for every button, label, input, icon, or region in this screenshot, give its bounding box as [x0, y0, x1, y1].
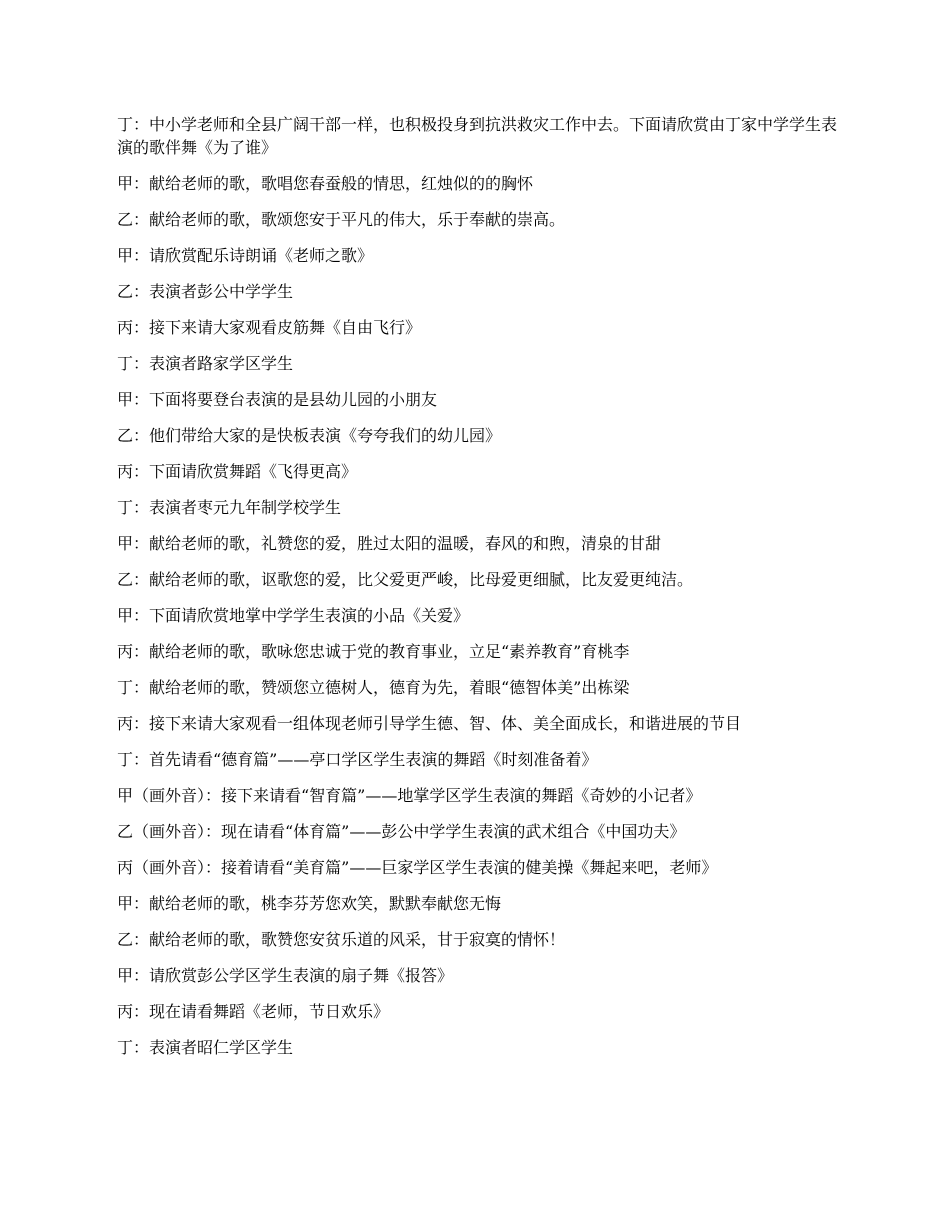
- text-line: 丙：接下来请大家观看一组体现老师引导学生德、智、体、美全面成长，和谐进展的节目: [117, 714, 742, 733]
- text-line: 甲：请欣赏配乐诗朗诵《老师之歌》: [117, 246, 374, 265]
- text-line: 甲：请欣赏彭公学区学生表演的扇子舞《报答》: [117, 966, 454, 985]
- text-line: 甲：献给老师的歌，歌唱您春蚕般的情思，红烛似的的胸怀: [117, 174, 534, 193]
- text-line: 乙：表演者彭公中学学生: [117, 282, 294, 301]
- text-line: 乙（画外音）：现在请看“体育篇”——彭公中学学生表演的武术组合《中国功夫》: [117, 822, 686, 841]
- text-line: 乙：他们带给大家的是快板表演《夸夸我们的幼儿园》: [117, 426, 502, 445]
- text-line: 丁：表演者枣元九年制学校学生: [117, 498, 342, 517]
- document-body: [117, 113, 839, 1072]
- text-line: 甲：献给老师的歌，礼赞您的爱，胜过太阳的温暖，春风的和煦，清泉的甘甜: [117, 534, 662, 553]
- text-line: 乙：献给老师的歌，歌赞您安贫乐道的风采，甘于寂寞的情怀！: [117, 930, 566, 949]
- text-line: 乙：献给老师的歌，歌颂您安于平凡的伟大，乐于奉献的崇高。: [117, 210, 566, 229]
- text-line: 甲：下面将要登台表演的是县幼儿园的小朋友: [117, 390, 438, 409]
- text-line: 丁：献给老师的歌，赞颂您立德树人，德育为先，着眼“德智体美”出栋梁: [117, 678, 630, 697]
- text-line: 丙：献给老师的歌，歌咏您忠诚于党的教育事业，立足“素养教育”育桃李: [117, 642, 630, 661]
- text-paragraph: 丁：中小学老师和全县广阔干部一样，也积极投身到抗洪救灾工作中去。下面请欣赏由丁家中学学生表演的歌伴舞《为了谁》: [117, 115, 838, 157]
- text-line: 甲（画外音）：接下来请看“智育篇”——地掌学区学生表演的舞蹈《奇妙的小记者》: [117, 786, 702, 805]
- text-line: 丙（画外音）：接着请看“美育篇”——巨家学区学生表演的健美操《舞起来吧，老师》: [117, 858, 718, 877]
- text-line: 丁：表演者路家学区学生: [117, 354, 294, 373]
- text-line: 丁：表演者昭仁学区学生: [117, 1038, 294, 1057]
- text-line: 甲：献给老师的歌，桃李芬芳您欢笑，默默奉献您无悔: [117, 894, 502, 913]
- text-line: 丙：接下来请大家观看皮筋舞《自由飞行》: [117, 318, 422, 337]
- text-line: 乙：献给老师的歌，讴歌您的爱，比父爱更严峻，比母爱更细腻，比友爱更纯洁。: [117, 570, 694, 589]
- text-line: 甲：下面请欣赏地掌中学学生表演的小品《关爱》: [117, 606, 470, 625]
- text-line: 丁：首先请看“德育篇”——亭口学区学生表演的舞蹈《时刻准备着》: [117, 750, 598, 769]
- text-line: 丙：下面请欣赏舞蹈《飞得更高》: [117, 462, 358, 481]
- text-line: 丙：现在请看舞蹈《老师，节日欢乐》: [117, 1002, 390, 1021]
